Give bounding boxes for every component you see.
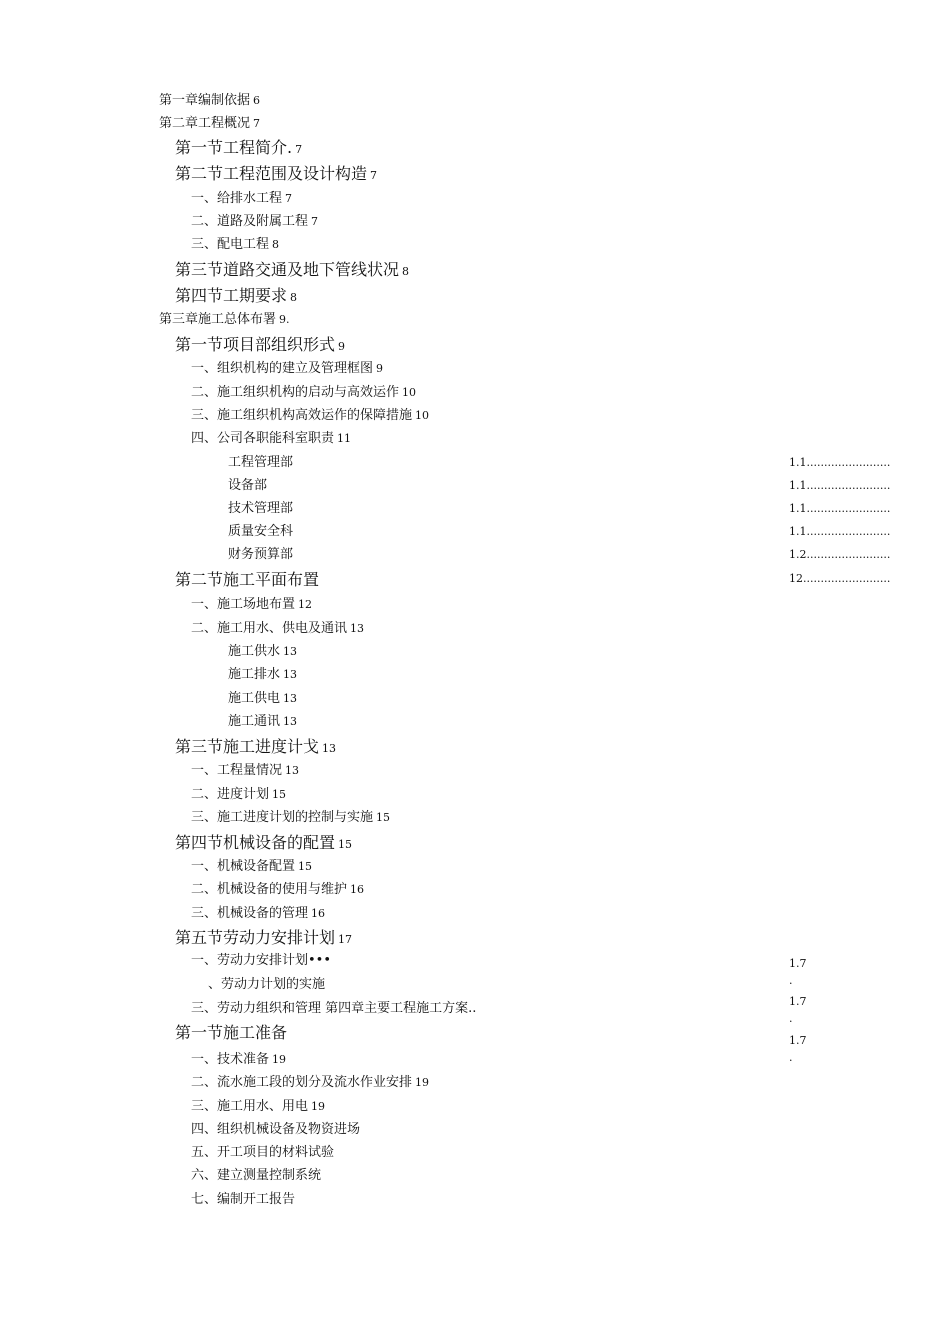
page-ref-fragment: 1.7 . xyxy=(789,995,807,1026)
toc-entry: 五、开工项目的材料试验 xyxy=(191,1145,335,1160)
toc-entry: 一、劳动力安排计划••• xyxy=(191,953,332,968)
toc-entry: 设备部 xyxy=(228,478,268,493)
page-ref-fragment: 1.7 . xyxy=(789,957,807,988)
toc-entry: 一、机械设备配置 15 xyxy=(191,859,313,874)
page-ref-fragment: 1.7 . xyxy=(789,1034,807,1065)
toc-entry: 第二节工程范围及设计构造 7 xyxy=(175,164,378,183)
toc-entry: 第四节工期要求 8 xyxy=(175,286,298,305)
toc-entry: 第三节施工进度计戈 13 xyxy=(175,737,337,756)
toc-entry: 二、机械设备的使用与维护 16 xyxy=(191,882,365,897)
toc-entry: 二、流水施工段的划分及流水作业安排 19 xyxy=(191,1075,430,1090)
toc-entry: 二、进度计划 15 xyxy=(191,787,287,802)
toc-entry: 第一节项目部组织形式 9 xyxy=(175,335,346,354)
toc-entry: 施工供水 13 xyxy=(228,644,298,659)
toc-entry: 三、劳动力组织和管理 第四章主要工程施工方案.. xyxy=(191,1001,477,1016)
toc-entry: 六、建立测量控制系统 xyxy=(191,1168,322,1183)
toc-entry: 施工供电 13 xyxy=(228,691,298,706)
toc-entry: 三、施工组织机构高效运作的保障措施 10 xyxy=(191,408,430,423)
toc-entry: 、劳动力计划的实施 xyxy=(208,977,326,992)
toc-entry: 技术管理部 xyxy=(228,501,294,516)
toc-entry: 第三章施工总体布署 9. xyxy=(159,312,290,327)
toc-entry: 第四节机械设备的配置 15 xyxy=(175,833,353,852)
toc-entry: 三、施工用水、用电 19 xyxy=(191,1099,326,1114)
toc-entry: 一、给排水工程 7 xyxy=(191,191,293,206)
toc-entry: 工程管理部 xyxy=(228,455,294,470)
toc-entry: 第三节道路交通及地下管线状况 8 xyxy=(175,260,410,279)
toc-entry: 二、施工组织机构的启动与高效运作 10 xyxy=(191,385,417,400)
toc-entry: 三、机械设备的管理 16 xyxy=(191,906,326,921)
page-ref-leader: 1.1........................ xyxy=(789,503,891,514)
toc-entry: 二、道路及附属工程 7 xyxy=(191,214,319,229)
toc-entry: 一、施工场地布置 12 xyxy=(191,597,313,612)
toc-entry: 施工排水 13 xyxy=(228,667,298,682)
toc-entry: 第一节工程简介. 7 xyxy=(175,138,303,157)
toc-entry: 一、技术准备 19 xyxy=(191,1052,287,1067)
toc-entry: 财务预算部 xyxy=(228,547,294,562)
page-ref-leader: 1.1........................ xyxy=(789,480,891,491)
page-ref-leader: 1.1........................ xyxy=(789,526,891,537)
toc-entry: 三、配电工程 8 xyxy=(191,237,280,252)
toc-entry: 第一章编制依据 6 xyxy=(159,93,261,108)
toc-entry: 第五节劳动力安排计划 17 xyxy=(175,928,353,947)
page-ref-leader: 12......................... xyxy=(789,573,891,584)
toc-entry: 三、施工进度计划的控制与实施 15 xyxy=(191,810,391,825)
toc-entry: 二、施工用水、供电及通讯 13 xyxy=(191,621,365,636)
toc-entry: 一、组织机构的建立及管理框图 9 xyxy=(191,361,384,376)
page-ref-leader: 1.1........................ xyxy=(789,457,891,468)
toc-entry: 质量安全科 xyxy=(228,524,294,539)
toc-entry: 第二节施工平面布置 xyxy=(175,570,320,589)
toc-entry: 四、公司各职能科室职责 11 xyxy=(191,431,352,446)
toc-entry: 一、工程量情况 13 xyxy=(191,763,300,778)
page-ref-leader: 1.2........................ xyxy=(789,549,891,560)
toc-entry: 施工通讯 13 xyxy=(228,714,298,729)
toc-entry: 第二章工程概况 7 xyxy=(159,116,261,131)
toc-entry: 四、组织机械设备及物资进场 xyxy=(191,1122,361,1137)
toc-entry: 七、编制开工报告 xyxy=(191,1192,296,1207)
toc-entry: 第一节施工准备 xyxy=(175,1023,288,1042)
